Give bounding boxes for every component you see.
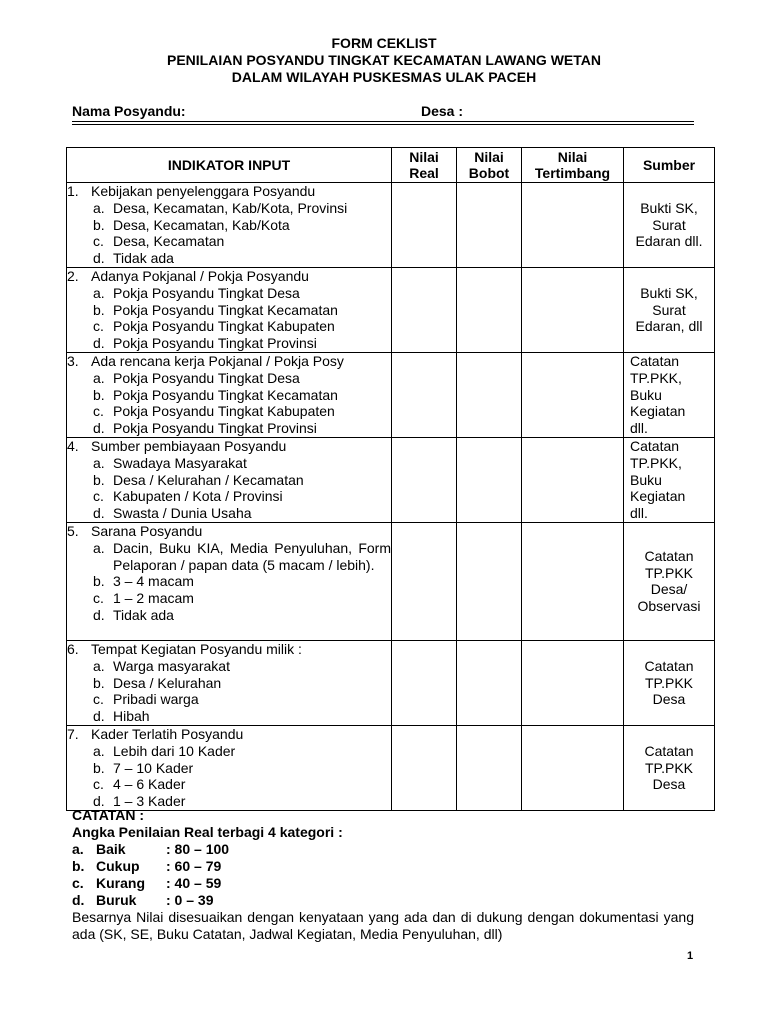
category-range: : 40 – 59 [166, 875, 222, 891]
sumber-cell [624, 268, 715, 353]
table-row [67, 640, 715, 725]
sumber-line: TP.PKK, [630, 454, 682, 471]
sumber-line: Kegiatan [630, 488, 686, 505]
header-nilai-bobot-line1: Nilai [474, 149, 504, 165]
header-nilai-real [392, 148, 457, 183]
option-text: Desa, Kecamatan, Kab/Kota [113, 216, 290, 233]
sumber-line: Edaran dll. [635, 233, 703, 250]
table-header-row [67, 148, 715, 183]
option-letter: a. [93, 284, 105, 301]
option-text: Swadaya Masyarakat [113, 454, 247, 471]
option-letter: b. [93, 471, 105, 488]
sumber-line: TP.PKK [645, 759, 693, 776]
option-text: Lebih dari 10 Kader [113, 742, 236, 759]
indikator-option [67, 285, 391, 302]
nilai-real-cell[interactable] [392, 268, 457, 353]
option-text: Warga masyarakat [113, 657, 230, 674]
sumber-line: TP.PKK [645, 564, 693, 581]
category-name: Cukup [96, 858, 140, 874]
option-letter: a. [93, 199, 105, 216]
indikator-option [67, 233, 391, 250]
category-name: Kurang [96, 875, 145, 891]
header-nilai-real-line1: Nilai [409, 149, 439, 165]
indikator-option [67, 335, 391, 352]
nilai-bobot-cell[interactable] [457, 183, 522, 268]
indikator-option [67, 708, 391, 725]
option-letter: b. [93, 674, 105, 691]
sumber-cell [624, 522, 715, 640]
option-text: Pokja Posyandu Tingkat Kecamatan [113, 301, 338, 318]
angka-penilaian-label: Angka Penilaian Real terbagi 4 kategori : [72, 824, 343, 840]
indikator-cell [67, 725, 392, 810]
sumber-line: Desa [652, 691, 686, 708]
indikator-cell [67, 640, 392, 725]
option-text: 7 – 10 Kader [113, 759, 194, 776]
indikator-question [67, 641, 391, 658]
sumber-line: Catatan [644, 547, 694, 564]
option-text: Pokja Posyandu Tingkat Kecamatan [113, 386, 338, 403]
indikator-text: Adanya Pokjanal / Pokja Posyandu [91, 268, 309, 284]
option-text: Desa / Kelurahan [113, 674, 222, 691]
option-letter: a. [93, 657, 105, 674]
indikator-text: Kader Terlatih Posyandu [91, 725, 244, 742]
category-item [72, 841, 694, 858]
option-letter: c. [93, 488, 104, 505]
sumber-line: Desa [652, 776, 686, 793]
indikator-option [67, 505, 391, 522]
category-range: : 60 – 79 [166, 858, 222, 874]
category-item [72, 858, 694, 875]
option-letter: d. [93, 708, 105, 725]
sumber-line: dll. [630, 420, 648, 437]
sumber-line: Desa/ [650, 581, 688, 598]
option-text: Tidak ada [113, 250, 174, 267]
form-subtitle: PENILAIAN POSYANDU TINGKAT KECAMATAN LAWANG WETAN [167, 52, 601, 68]
indikator-text: Ada rencana kerja Pokjanal / Pokja Posy [91, 352, 344, 369]
header-indikator: INDIKATOR INPUT [67, 148, 392, 183]
sumber-line: Buku [630, 471, 662, 488]
indikator-text: Tempat Kegiatan Posyandu milik : [91, 640, 302, 657]
sumber-line: Buku [630, 386, 662, 403]
option-letter: c. [93, 403, 104, 420]
option-text: Pokja Posyandu Tingkat Desa [113, 284, 300, 301]
header-nilai-bobot-line2: Bobot [468, 165, 510, 181]
option-text: Swasta / Dunia Usaha [113, 505, 252, 522]
page-number: 1 [687, 950, 694, 962]
sumber-line: Observasi [637, 598, 701, 615]
form-subtitle-2: DALAM WILAYAH PUSKESMAS ULAK PACEH [231, 69, 537, 85]
desa-label: Desa : [421, 103, 464, 119]
nilai-bobot-cell[interactable] [457, 352, 522, 437]
sumber-line: Surat [652, 301, 686, 318]
sumber-cell [624, 437, 715, 522]
nilai-real-cell[interactable] [392, 522, 457, 640]
category-item [72, 875, 694, 892]
sumber-line: Catatan [630, 437, 680, 454]
sumber-line: Kegiatan [630, 403, 686, 420]
option-text: Hibah [113, 708, 150, 725]
table-row [67, 522, 715, 640]
indikator-question [67, 523, 391, 540]
indikator-cell [67, 522, 392, 640]
category-letter: d. [72, 892, 85, 908]
option-text: 3 – 4 macam [113, 573, 194, 590]
indikator-option [67, 302, 391, 319]
indikator-option [67, 370, 391, 387]
option-letter: a. [93, 539, 105, 556]
indikator-number: 6. [67, 640, 79, 657]
nilai-bobot-cell[interactable] [457, 522, 522, 640]
indikator-number: 4. [67, 437, 79, 454]
option-letter: d. [93, 335, 105, 352]
indikator-option [67, 573, 391, 590]
indikator-option [67, 217, 391, 234]
category-letter: a. [72, 841, 84, 857]
nilai-bobot-cell[interactable] [457, 725, 522, 810]
indikator-option [67, 488, 391, 505]
nilai-real-cell[interactable] [392, 183, 457, 268]
option-letter: d. [93, 420, 105, 437]
sumber-line: Bukti SK, [640, 199, 698, 216]
option-text: Pokja Posyandu Tingkat Kabupaten [113, 318, 335, 335]
nilai-real-cell[interactable] [392, 725, 457, 810]
indikator-option [67, 743, 391, 760]
indikator-number: 1. [67, 183, 79, 199]
option-text: Desa, Kecamatan [113, 233, 225, 250]
indikator-option [67, 691, 391, 708]
indikator-number: 5. [67, 522, 79, 539]
option-text: Pokja Posyandu Tingkat Desa [113, 369, 300, 386]
header-nilai-tertimbang-line1: Nilai [557, 149, 588, 165]
sumber-line: Catatan [630, 352, 680, 369]
option-letter: a. [93, 742, 105, 759]
nilai-real-cell[interactable] [392, 640, 457, 725]
nilai-real-cell[interactable] [392, 437, 457, 522]
nilai-bobot-cell[interactable] [457, 437, 522, 522]
sumber-line: Bukti SK, [640, 284, 698, 301]
option-text: 1 – 2 macam [113, 590, 194, 607]
option-letter: c. [93, 691, 104, 708]
table-row [67, 183, 715, 268]
option-letter: d. [93, 793, 105, 810]
indikator-number: 3. [67, 352, 79, 369]
catatan-label: CATATAN : [72, 807, 145, 823]
option-letter: b. [93, 759, 105, 776]
nilai-tertimbang-cell[interactable] [522, 352, 624, 437]
option-letter: b. [93, 573, 105, 590]
option-letter: c. [93, 318, 104, 335]
indikator-number: 7. [67, 725, 79, 742]
sumber-cell [624, 640, 715, 725]
table-row [67, 352, 715, 437]
header-nilai-bobot [457, 148, 522, 183]
header-sumber: Sumber [624, 148, 715, 183]
indikator-option [67, 403, 391, 420]
option-text: Dacin, Buku KIA, Media Penyuluhan, Form Pelaporan / papan data (5 macam / lebih). [113, 539, 391, 573]
sumber-line: TP.PKK [645, 674, 693, 691]
table-row [67, 268, 715, 353]
indikator-option [67, 387, 391, 404]
indikator-cell [67, 183, 392, 268]
indikator-text: Sumber pembiayaan Posyandu [91, 437, 287, 454]
category-letter: c. [72, 875, 84, 891]
sumber-cell [624, 183, 715, 268]
assessment-table [66, 147, 715, 811]
category-letter: b. [72, 858, 85, 874]
table-row [67, 725, 715, 810]
category-item [72, 892, 694, 909]
indikator-option [67, 590, 391, 607]
header-nilai-real-line2: Real [409, 165, 439, 181]
indikator-number: 2. [67, 268, 79, 284]
option-text: Pokja Posyandu Tingkat Provinsi [113, 420, 317, 437]
indikator-option [67, 607, 391, 624]
indikator-cell [67, 352, 392, 437]
indikator-option [67, 776, 391, 793]
sumber-line: dll. [630, 505, 648, 522]
option-letter: c. [93, 590, 104, 607]
notes-paragraph: Besarnya Nilai disesuaikan dengan kenyataan yang ada dan di dukung dengan dokumentasi yang ada (SK, SE, Buku Catatan, Jadwal Kegiatan, Media Penyuluhan, dll) [72, 909, 694, 942]
category-range: : 80 – 100 [166, 841, 230, 857]
indikator-question [67, 268, 391, 285]
indikator-option [67, 250, 391, 267]
indikator-option [67, 472, 391, 489]
nilai-tertimbang-cell[interactable] [522, 268, 624, 353]
nilai-real-cell[interactable] [392, 352, 457, 437]
indikator-option [67, 760, 391, 777]
notes-section [72, 807, 694, 943]
category-name: Baik [96, 841, 126, 857]
indikator-option [67, 675, 391, 692]
indikator-option [67, 420, 391, 437]
sumber-line: TP.PKK, [630, 369, 682, 386]
option-text: Desa / Kelurahan / Kecamatan [113, 471, 304, 488]
sumber-line: Edaran, dll [635, 318, 703, 335]
category-list [72, 841, 694, 909]
option-letter: b. [93, 301, 105, 318]
category-range: : 0 – 39 [166, 892, 214, 908]
indikator-cell [67, 268, 392, 353]
sumber-cell [624, 352, 715, 437]
option-text: Desa, Kecamatan, Kab/Kota, Provinsi [113, 199, 348, 216]
indikator-option [67, 658, 391, 675]
indikator-text: Sarana Posyandu [91, 522, 203, 539]
option-letter: c. [93, 233, 104, 250]
sumber-line: Catatan [644, 742, 694, 759]
table-row [67, 437, 715, 522]
option-letter: d. [93, 606, 105, 623]
indikator-text: Kebijakan penyelenggara Posyandu [91, 183, 316, 199]
option-text: Pribadi warga [113, 691, 199, 708]
indikator-question [67, 438, 391, 455]
option-letter: c. [93, 776, 104, 793]
option-text: Pokja Posyandu Tingkat Kabupaten [113, 403, 335, 420]
option-letter: d. [93, 505, 105, 522]
indikator-question [67, 353, 391, 370]
nilai-tertimbang-cell[interactable] [522, 183, 624, 268]
sumber-cell [624, 725, 715, 810]
indikator-question [67, 726, 391, 743]
sumber-line: Surat [652, 216, 686, 233]
nilai-tertimbang-cell[interactable] [522, 725, 624, 810]
indikator-cell [67, 437, 392, 522]
indikator-option [67, 540, 391, 574]
indikator-question [67, 183, 391, 200]
form-title: FORM CEKLIST [331, 35, 437, 51]
option-letter: a. [93, 454, 105, 471]
indikator-option [67, 318, 391, 335]
indikator-option [67, 455, 391, 472]
option-letter: b. [93, 386, 105, 403]
sumber-line: Catatan [644, 657, 694, 674]
header-nilai-tertimbang [522, 148, 624, 183]
nilai-tertimbang-cell[interactable] [522, 640, 624, 725]
option-text: Pokja Posyandu Tingkat Provinsi [113, 335, 317, 352]
nilai-bobot-cell[interactable] [457, 640, 522, 725]
header-nilai-tertimbang-line2: Tertimbang [534, 165, 611, 181]
option-text: 4 – 6 Kader [113, 776, 186, 793]
nilai-tertimbang-cell[interactable] [522, 437, 624, 522]
nama-posyandu-label: Nama Posyandu: [72, 103, 186, 119]
nilai-tertimbang-cell[interactable] [522, 522, 624, 640]
option-letter: d. [93, 250, 105, 267]
option-text: Kabupaten / Kota / Provinsi [113, 488, 283, 505]
option-letter: b. [93, 216, 105, 233]
nilai-bobot-cell[interactable] [457, 268, 522, 353]
option-text: Tidak ada [113, 606, 174, 623]
header-rule [72, 121, 694, 122]
category-name: Buruk [96, 892, 137, 908]
option-letter: a. [93, 369, 105, 386]
option-text: 1 – 3 Kader [113, 793, 186, 810]
header-rule-2 [72, 124, 694, 125]
indikator-option [67, 200, 391, 217]
